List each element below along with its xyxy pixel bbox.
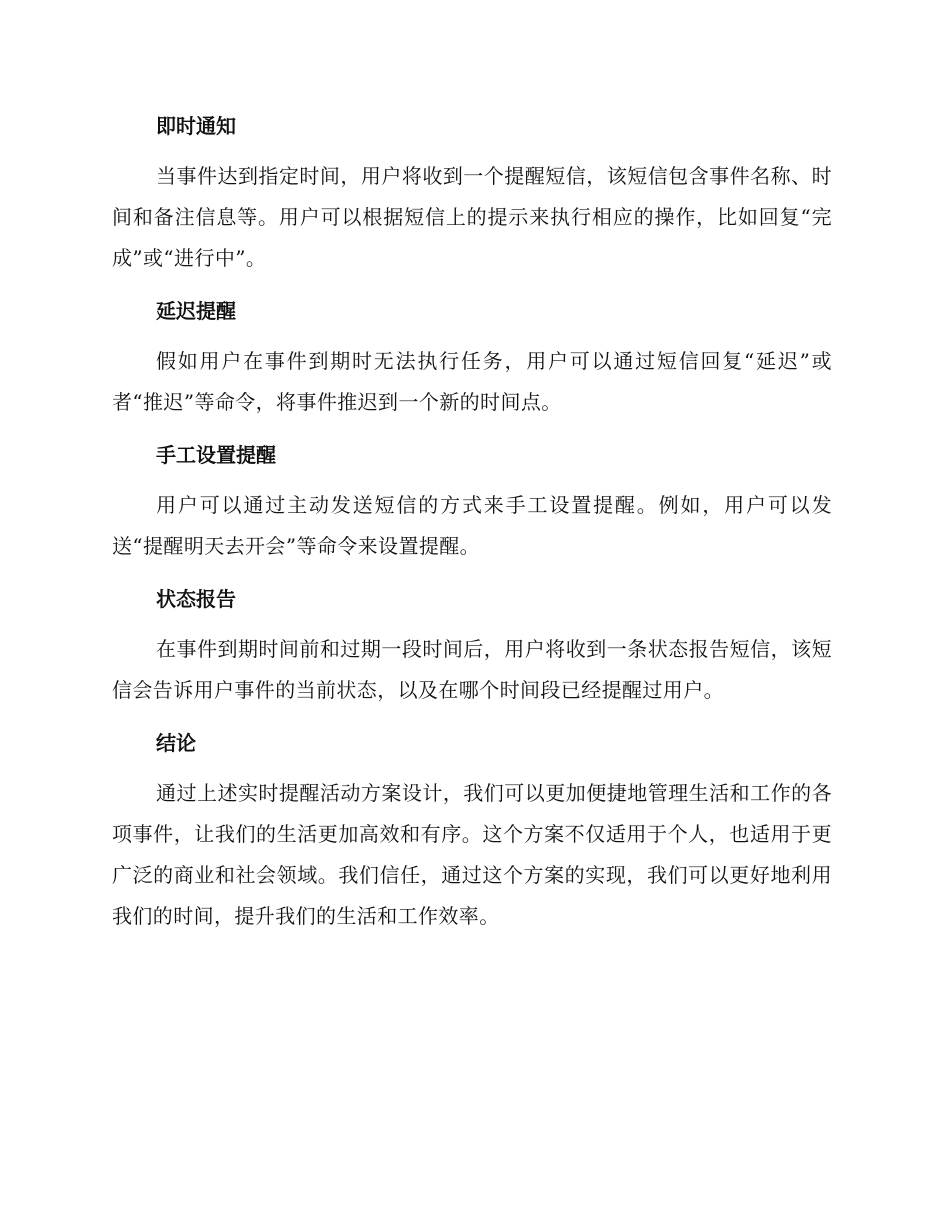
- section-heading: 结论: [156, 731, 196, 755]
- section-paragraph: 当事件达到指定时间，用户将收到一个提醒短信，该短信包含事件名称、时间和备注信息等。用户可以根据短信上的提示来执行相应的操作，比如回复“完成”或“进行中”。: [112, 164, 832, 270]
- section-paragraph: 假如用户在事件到期时无法执行任务，用户可以通过短信回复“延迟”或者“推迟”等命令，将事件推迟到一个新的时间点。: [112, 349, 832, 414]
- section-instant-notification: [112, 110, 832, 279]
- section-heading: 状态报告: [156, 587, 236, 611]
- section-heading: 即时通知: [156, 114, 236, 138]
- document-page: [112, 110, 832, 953]
- section-paragraph: 用户可以通过主动发送短信的方式来手工设置提醒。例如，用户可以发送“提醒明天去开会”等命令来设置提醒。: [112, 493, 832, 558]
- section-delayed-reminder: [112, 295, 832, 423]
- section-paragraph: 通过上述实时提醒活动方案设计，我们可以更加便捷地管理生活和工作的各项事件，让我们的生活更加高效和有序。这个方案不仅适用于个人，也适用于更广泛的商业和社会领域。我们信任，通过这个方案的实现，我们可以更好地利用我们的时间，提升我们的生活和工作效率。: [112, 781, 832, 928]
- section-status-report: [112, 583, 832, 711]
- section-conclusion: [112, 727, 832, 937]
- section-paragraph: 在事件到期时间前和过期一段时间后，用户将收到一条状态报告短信，该短信会告诉用户事件的当前状态，以及在哪个时间段已经提醒过用户。: [112, 637, 832, 702]
- section-manual-reminder: [112, 439, 832, 567]
- section-heading: 手工设置提醒: [156, 443, 276, 467]
- section-heading: 延迟提醒: [156, 299, 236, 323]
